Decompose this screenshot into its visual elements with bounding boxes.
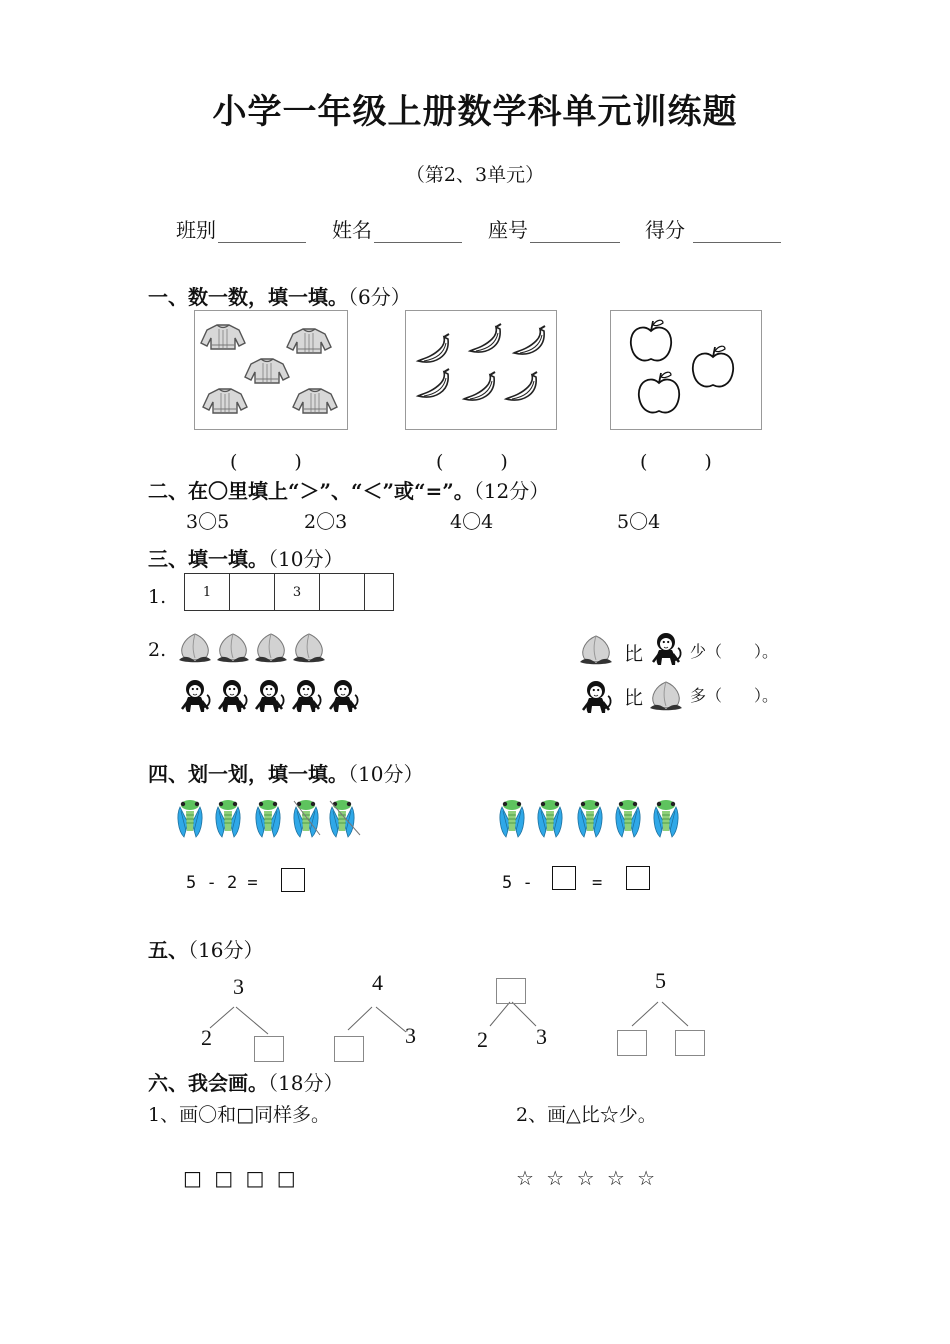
section-2-heading: 二、在〇里填上“＞”、“＜”或“=”。（12分） bbox=[148, 479, 550, 503]
q2-number: 2. bbox=[148, 639, 167, 661]
answer-blank-1[interactable]: ( ) bbox=[230, 451, 302, 473]
section-1-heading: 一、数一数，填一填。（6分） bbox=[148, 285, 411, 309]
equation-1: 5 - 2 = bbox=[186, 873, 258, 893]
compare-bi-2: 比 bbox=[624, 687, 644, 709]
equation-2-equals: = bbox=[592, 873, 603, 893]
bond-1-top: 3 bbox=[233, 974, 244, 999]
number-sequence-cells bbox=[184, 573, 394, 611]
bond-3-left: 2 bbox=[477, 1027, 488, 1052]
compare-item-3[interactable]: 4〇4 bbox=[450, 511, 494, 533]
sequence-cell-5[interactable] bbox=[365, 574, 393, 610]
bond-4-top: 5 bbox=[655, 968, 666, 993]
fewer-answer[interactable]: 少（ ）。 bbox=[690, 642, 779, 661]
bond-3-right: 3 bbox=[536, 1024, 547, 1049]
sequence-cell-2[interactable] bbox=[230, 574, 275, 610]
seat-field[interactable] bbox=[488, 214, 620, 243]
peach-icon bbox=[648, 678, 684, 714]
class-field[interactable] bbox=[176, 214, 306, 243]
name-blank[interactable] bbox=[374, 222, 462, 243]
compare-item-2[interactable]: 2〇3 bbox=[304, 511, 348, 533]
seat-label: 座号 bbox=[488, 218, 528, 242]
bond-4-left-box[interactable] bbox=[617, 1030, 647, 1056]
section-5-heading: 五、（16分） bbox=[148, 938, 264, 962]
answer-blank-2[interactable]: ( ) bbox=[436, 451, 508, 473]
monkey-icon bbox=[646, 628, 686, 672]
cicada-row-right bbox=[490, 795, 690, 845]
sequence-cell-1[interactable]: 1 bbox=[185, 574, 230, 610]
section-4-heading: 四、划一划，填一填。（10分） bbox=[148, 762, 424, 786]
compare-item-1[interactable]: 3〇5 bbox=[186, 511, 230, 533]
bond-2-left-box[interactable] bbox=[334, 1036, 364, 1062]
sweaters-picture bbox=[194, 310, 348, 430]
score-label: 得分 bbox=[645, 218, 685, 242]
class-label: 班别 bbox=[176, 218, 216, 242]
equation-2-answer-box[interactable] bbox=[626, 866, 650, 890]
q1-number: 1. bbox=[148, 586, 167, 608]
sequence-cell-3[interactable]: 3 bbox=[275, 574, 320, 610]
section-3-heading: 三、填一填。（10分） bbox=[148, 547, 344, 571]
score-field[interactable] bbox=[645, 214, 781, 243]
bond-2-top: 4 bbox=[372, 970, 383, 995]
bond-2-right: 3 bbox=[405, 1023, 416, 1048]
bond-4-right-box[interactable] bbox=[675, 1030, 705, 1056]
bananas-picture bbox=[405, 310, 557, 430]
class-blank[interactable] bbox=[218, 222, 306, 243]
peach-row bbox=[175, 628, 335, 668]
equation-1-answer-box[interactable] bbox=[281, 868, 305, 892]
page-subtitle: （第2、3单元） bbox=[405, 164, 545, 186]
cicada-row-left bbox=[170, 795, 370, 845]
sweater-icons bbox=[195, 311, 347, 429]
equation-2-left: 5 - bbox=[502, 873, 533, 893]
monkey-icon bbox=[576, 676, 616, 720]
draw-question-1: 1、画〇和□同样多。 bbox=[148, 1104, 331, 1126]
section-6-heading: 六、我会画。（18分） bbox=[148, 1071, 344, 1095]
sequence-cell-4[interactable] bbox=[320, 574, 365, 610]
score-blank[interactable] bbox=[693, 222, 781, 243]
equation-2-subtrahend-box[interactable] bbox=[552, 866, 576, 890]
apple-icons bbox=[611, 311, 761, 429]
banana-icons bbox=[406, 311, 556, 429]
name-field[interactable] bbox=[332, 214, 462, 243]
draw-question-2: 2、画△比☆少。 bbox=[516, 1104, 657, 1126]
bond-1-right-box[interactable] bbox=[254, 1036, 284, 1062]
compare-item-4[interactable]: 5〇4 bbox=[617, 511, 661, 533]
monkey-row bbox=[175, 675, 375, 719]
stars-row: ☆ ☆ ☆ ☆ ☆ bbox=[516, 1166, 656, 1190]
squares-row: □ □ □ □ bbox=[183, 1166, 296, 1190]
bond-3-top-box[interactable] bbox=[496, 978, 526, 1004]
more-answer[interactable]: 多（ ）。 bbox=[690, 686, 779, 705]
compare-bi-1: 比 bbox=[624, 643, 644, 665]
name-label: 姓名 bbox=[332, 218, 372, 242]
answer-blank-3[interactable]: ( ) bbox=[640, 451, 712, 473]
seat-blank[interactable] bbox=[530, 222, 620, 243]
bond-1-left: 2 bbox=[201, 1025, 212, 1050]
apples-picture bbox=[610, 310, 762, 430]
page-title: 小学一年级上册数学科单元训练题 bbox=[212, 92, 738, 132]
peach-icon bbox=[578, 632, 614, 668]
